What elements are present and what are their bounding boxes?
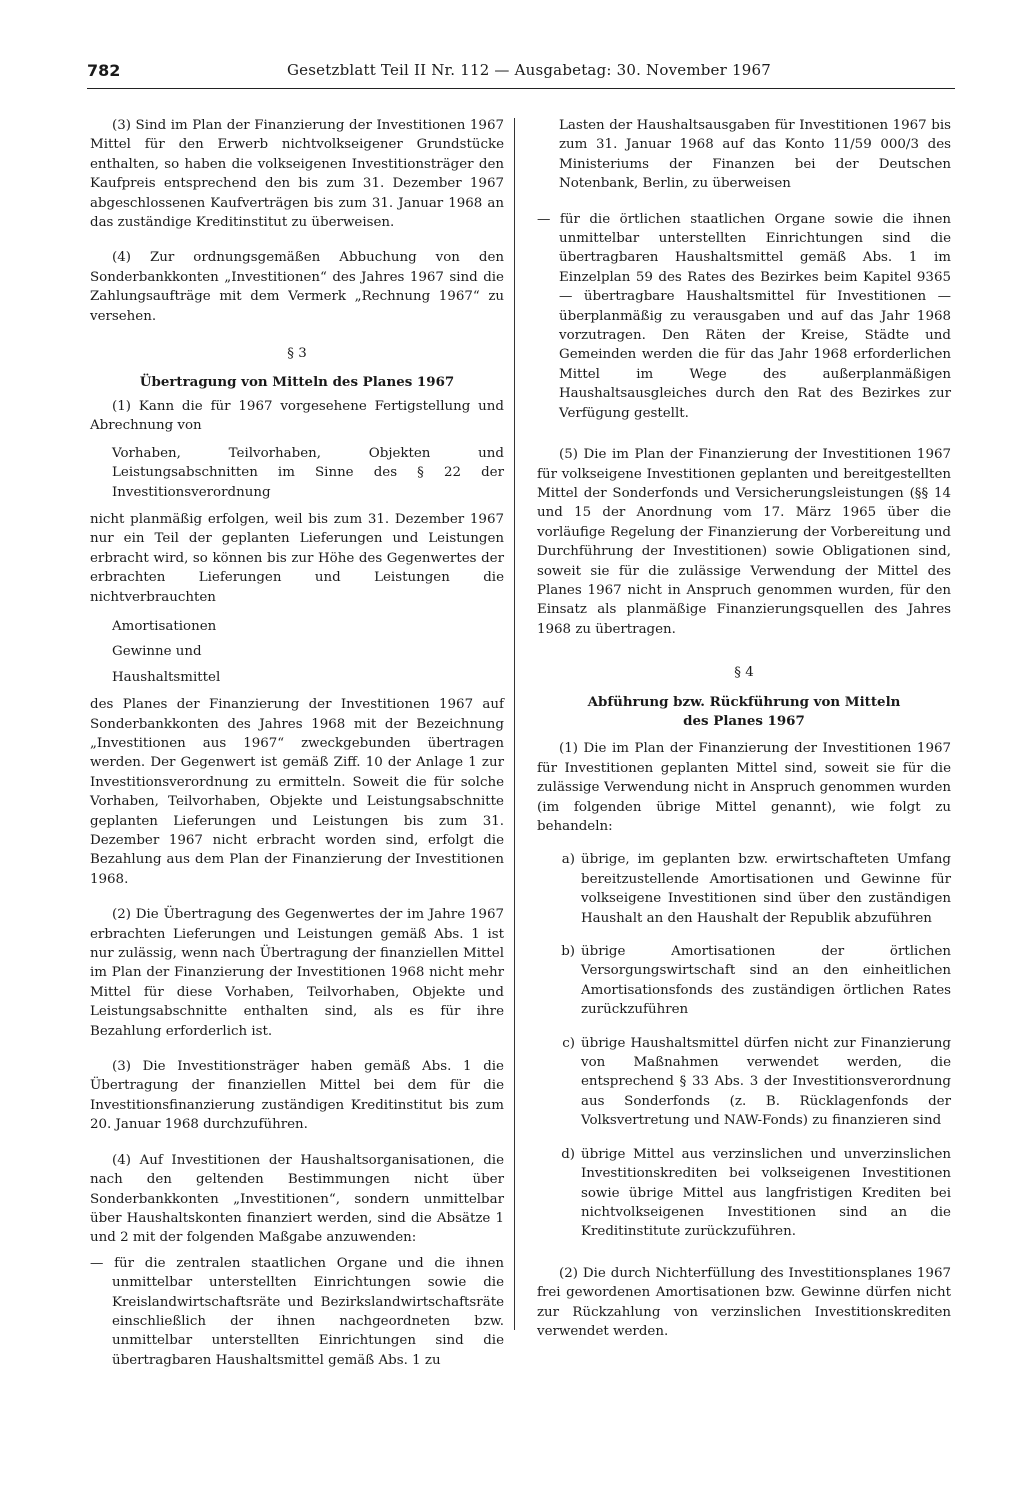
paragraph: (1) Die im Plan der Finanzierung der Investitionen 1967 für Investitionen geplanten Mittel sind, soweit sie für die zulässige Verwendung nicht in Anspruch genommen wurden (im folgenden übrige Mittel genannt), wie folgt zu behandeln: bbox=[537, 741, 951, 834]
section-heading: Abführung bzw. Rückführung von Mitteln bbox=[587, 693, 901, 710]
section-number: § 4 bbox=[734, 665, 754, 681]
paragraph: nicht planmäßig erfolgen, weil bis zum 31. Dezember 1967 nur ein Teil der geplanten Lieferungen und Leistungen erbracht wird, so können bis zur Höhe des Gegenwertes der erbrachten Lieferungen und Leistungen die nichtverbrauchten bbox=[90, 511, 504, 605]
list-item-b bbox=[537, 942, 951, 1020]
paragraph: (4) Zur ordnungsgemäßen Abbuchung von den Sonderbankkonten „Investitionen“ des Jahres 1967 sind die Zahlungsaufträge mit dem Vermerk „Rechnung 1967“ zu versehen. bbox=[90, 250, 504, 324]
item-text: übrige Haushaltsmittel dürfen nicht zur Finanzierung von Maßnahmen verwendet werden, die entsprechend § 33 Abs. 3 der Investitionsverordnung aus Sonderfonds (z. B. Rücklagenfonds der Volksvertretung und NAW-Fonds) zu finanzieren sind bbox=[581, 1035, 951, 1129]
header-title: Gesetzblatt Teil II Nr. 112 — Ausgabetag: 30. November 1967 bbox=[287, 61, 771, 79]
page-number: 782 bbox=[87, 61, 121, 80]
paragraph: Lasten der Haushaltsausgaben für Investitionen 1967 bis zum 31. Januar 1968 auf das Konto 11/59 000/3 des Ministeriums der Finanzen bei der Deutschen Notenbank, Berlin, zu überweisen bbox=[559, 118, 951, 192]
item-text: übrige, im geplanten bzw. erwirtschafteten Umfang bereitzustellende Amortisationen und Gewinne für volkseigene Investitionen sind über den zuständigen Haushalt an den Haushalt der Republik abzuführen bbox=[581, 852, 951, 926]
right-column bbox=[537, 116, 951, 1341]
section-heading: des Planes 1967 bbox=[683, 712, 805, 729]
list-item: Haushaltsmittel bbox=[112, 669, 221, 685]
paragraph: (2) Die Übertragung des Gegenwertes der im Jahre 1967 erbrachten Lieferungen und Leistungen gemäß Abs. 1 ist nur zulässig, wenn nach Übertragung der finanziellen Mittel im Plan der Finanzierung der Investitionen 1968 nicht mehr Mittel für diese Vorhaben, Teilvorhaben, Objekte und Leistungsabschnitte enthalten sind, als es für ihre Bezahlung erforderlich ist. bbox=[90, 907, 504, 1039]
item-label: a) bbox=[561, 852, 575, 868]
section-number: § 3 bbox=[287, 346, 307, 362]
section-heading: Übertragung von Mitteln des Planes 1967 bbox=[139, 374, 455, 391]
item-label: d) bbox=[561, 1146, 575, 1162]
paragraph: (3) Sind im Plan der Finanzierung der Investitionen 1967 Mittel für den Erwerb nichtvolkseigener Grundstücke enthalten, so haben die volkseigenen Investitionsträger den Kaufpreis entsprechend den bis zum 31. Dezember 1967 abgeschlossenen Kaufverträgen bis zum 31. Januar 1968 an das zuständige Kreditinstitut zu überweisen. bbox=[90, 118, 504, 231]
list-item: Gewinne und bbox=[112, 644, 202, 660]
dash-item: — für die örtlichen staatlichen Organe sowie die ihnen unmittelbar unterstellten Einrichtungen sind die übertragbaren Haushaltsmittel gemäß Abs. 1 im Einzelplan 59 des Rates des Bezirkes beim Kapitel 9365 — übertragbare Haushaltsmittel für Investitionen — überplanmäßig zu verausgaben und auf das Jahr 1968 vorzutragen. Den Räten der Kreise, Städte und Gemeinden werden die für das Jahr 1968 erforderlichen Mittel im Wege des außerplanmäßigen Haushaltsausgleiches durch den Rat des Bezirkes zur Verfügung gestellt. bbox=[537, 211, 951, 421]
paragraph: (2) Die durch Nichterfüllung des Investitionsplanes 1967 frei gewordenen Amortisationen bzw. Gewinne dürfen nicht zur Rückzahlung von verzinslichen Investitionskrediten verwendet werden. bbox=[537, 1265, 951, 1339]
paragraph: (4) Auf Investitionen der Haushaltsorganisationen, die nach den geltenden Bestimmungen nicht über Sonderbankkonten „Investitionen“, sondern unmittelbar über Haushaltskonten finanziert werden, sind die Absätze 1 und 2 mit der folgenden Maßgabe anzuwenden: bbox=[90, 1152, 504, 1246]
item-label: c) bbox=[562, 1035, 575, 1051]
dash-item: — für die zentralen staatlichen Organe und die ihnen unmittelbar unterstellten Einrichtungen sowie die Kreislandwirtschaftsräte und Bezirkslandwirtschaftsräte einschließlich der ihnen nachgeordneten bzw. unmittelbar unterstellten Einrichtungen sind die übertragbaren Haushaltsmittel gemäß Abs. 1 zu bbox=[90, 1255, 504, 1368]
page-header bbox=[87, 58, 955, 89]
paragraph: (5) Die im Plan der Finanzierung der Investitionen 1967 für volkseigene Investitionen geplanten und bereitgestellten Mittel der Sonderfonds und Versicherungsleistungen (§§ 14 und 15 der Anordnung vom 17. März 1965 über die vorläufige Regelung der Finanzierung der Vorbereitung und Durchführung der Investitionen) sowie Obligationen sind, soweit sie für die zulässige Verwendung der Mittel des Planes 1967 nicht in Anspruch genommen wurden, für den Einsatz als planmäßige Finanzierungsquellen des Jahres 1968 zu übertragen. bbox=[537, 447, 951, 637]
list-item: Amortisationen bbox=[112, 618, 217, 634]
list-item-c bbox=[537, 1034, 951, 1131]
paragraph: (1) Kann die für 1967 vorgesehene Fertigstellung und Abrechnung von bbox=[90, 398, 504, 434]
list-item-a bbox=[537, 850, 951, 928]
item-text: übrige Amortisationen der örtlichen Versorgungswirtschaft sind an den einheitlichen Amortisationsfonds des zuständigen örtlichen Rates zurückzuführen bbox=[581, 944, 951, 1018]
list-item-d bbox=[537, 1145, 951, 1242]
indented-block: Vorhaben, Teilvorhaben, Objekten und Leistungsabschnitten im Sinne des § 22 der Investitionsverordnung bbox=[112, 445, 504, 500]
paragraph: des Planes der Finanzierung der Investitionen 1967 auf Sonderbankkonten des Jahres 1968 mit der Bezeichnung „Investitionen aus 1967“ zweckgebunden übertragen werden. Der Gegenwert ist gemäß Ziff. 10 der Anlage 1 zur Investitionsverordnung zu ermitteln. Soweit die für solche Vorhaben, Teilvorhaben, Objekte und Leistungsabschnitte geplanten Lieferungen und Leistungen bis zum 31. Dezember 1967 nicht erbracht worden sind, erfolgt die Bezahlung aus dem Plan der Finanzierung der Investitionen 1968. bbox=[90, 697, 504, 887]
item-label: b) bbox=[561, 944, 575, 960]
left-column bbox=[90, 116, 504, 1370]
paragraph: (3) Die Investitionsträger haben gemäß Abs. 1 die Übertragung der finanziellen Mittel bei dem für die Investitionsfinanzierung zuständigen Kreditinstitut bis zum 20. Januar 1968 durchzuführen. bbox=[90, 1059, 504, 1133]
column-divider bbox=[514, 118, 515, 1330]
item-text: übrige Mittel aus verzinslichen und unverzinslichen Investitionskrediten bei volkseigenen Investitionen sowie übrige Mittel aus langfristigen Krediten bei nichtvolkseigenen Investitionen sind an die Kreditinstitute zurückzuführen. bbox=[581, 1146, 951, 1240]
